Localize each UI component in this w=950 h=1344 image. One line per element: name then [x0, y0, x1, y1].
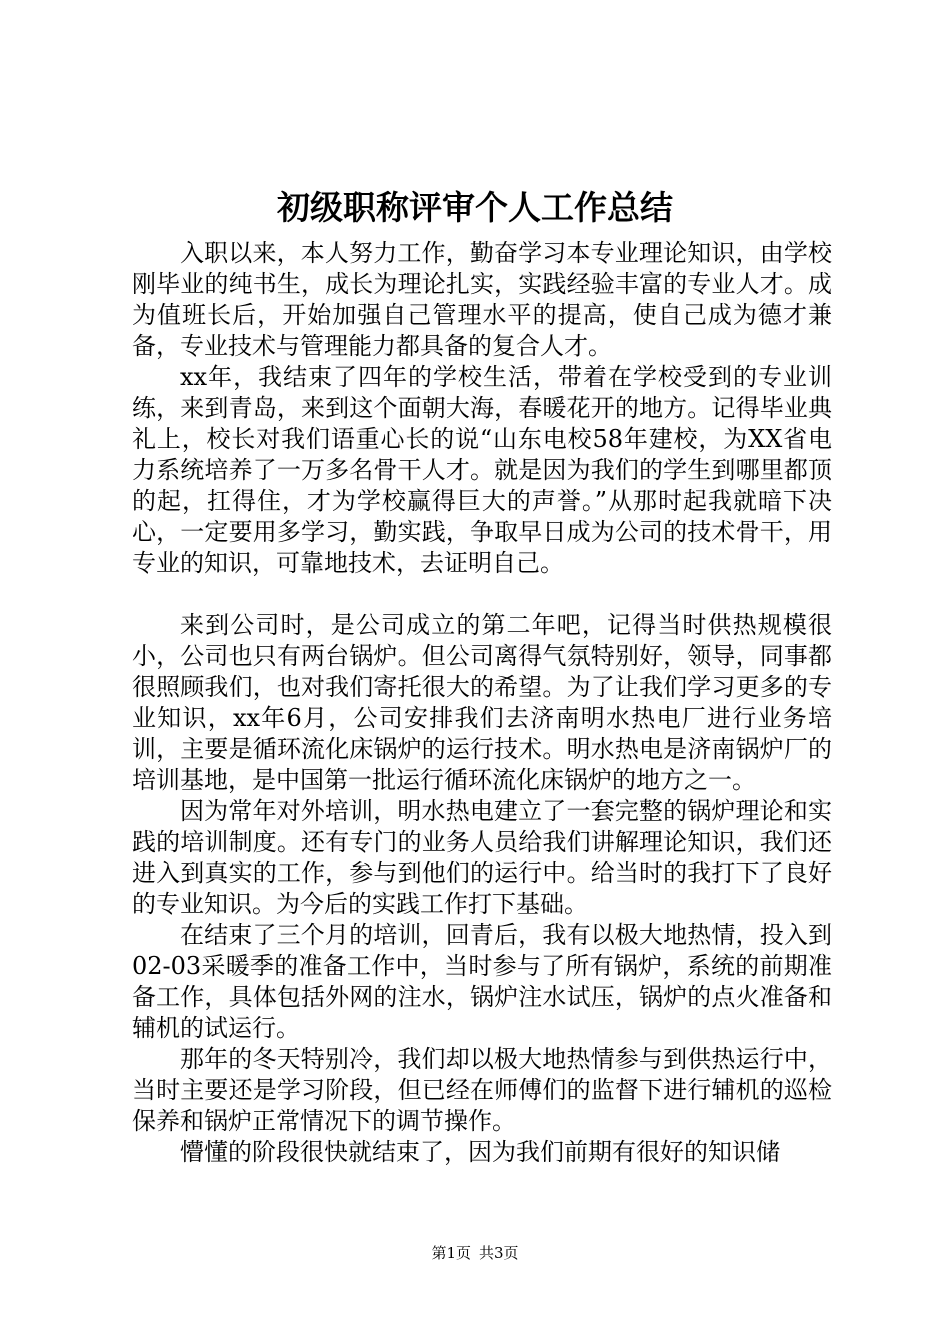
page-number-total: 共3页	[479, 1244, 519, 1262]
paragraph-7: 懵懂的阶段很快就结束了，因为我们前期有很好的知识储	[180, 1138, 780, 1166]
paragraph-1: 入职以来，本人努力工作，勤奋学习本专业理论知识，由学校刚毕业的纯书生，成长为理论扎实，实践经验丰富的专业人才。成为值班长后，开始加强自己管理水平的提高，使自己成为德才兼备，专业技术与管理能力都具备的复合人才。	[132, 239, 832, 360]
paragraph-5: 在结束了三个月的培训，回青后，我有以极大地热情，投入到02-03采暖季的准备工作中，当时参与了所有锅炉，系统的前期准备工作，具体包括外网的注水，锅炉注水试压，锅炉的点火准备和辅机的试运行。	[132, 921, 832, 1042]
paragraph-4: 因为常年对外培训，明水热电建立了一套完整的锅炉理论和实践的培训制度。还有专门的业务人员给我们讲解理论知识，我们还进入到真实的工作，参与到他们的运行中。给当时的我打下了良好的专业知识。为今后的实践工作打下基础。	[132, 797, 832, 918]
paragraph-2: xx年，我结束了四年的学校生活，带着在学校受到的专业训练，来到青岛，来到这个面朝大海，春暖花开的地方。记得毕业典礼上，校长对我们语重心长的说“山东电校58年建校，为XX省电力系统培养了一万多名骨干人才。就是因为我们的学生到哪里都顶的起，扛得住，才为学校赢得巨大的声誉。”从那时起我就暗下决心，一定要用多学习，勤实践，争取早日成为公司的技术骨干，用专业的知识，可靠地技术，去证明自己。	[132, 363, 832, 577]
page-number-current: 第1页	[431, 1244, 471, 1262]
page-footer	[0, 1242, 950, 1264]
paragraph-3: 来到公司时，是公司成立的第二年吧，记得当时供热规模很小，公司也只有两台锅炉。但公司离得气氛特别好，领导，同事都很照顾我们，也对我们寄托很大的希望。为了让我们学习更多的专业知识，xx年6月，公司安排我们去济南明水热电厂进行业务培训，主要是循环流化床锅炉的运行技术。明水热电是济南锅炉厂的培训基地，是中国第一批运行循环流化床锅炉的地方之一。	[132, 611, 832, 794]
paragraph-spacer	[132, 579, 832, 610]
document-title: 初级职称评审个人工作总结	[277, 188, 673, 227]
document-body	[132, 238, 832, 1168]
paragraph-6: 那年的冬天特别冷，我们却以极大地热情参与到供热运行中，当时主要还是学习阶段，但已经在师傅们的监督下进行辅机的巡检保养和锅炉正常情况下的调节操作。	[132, 1045, 832, 1135]
